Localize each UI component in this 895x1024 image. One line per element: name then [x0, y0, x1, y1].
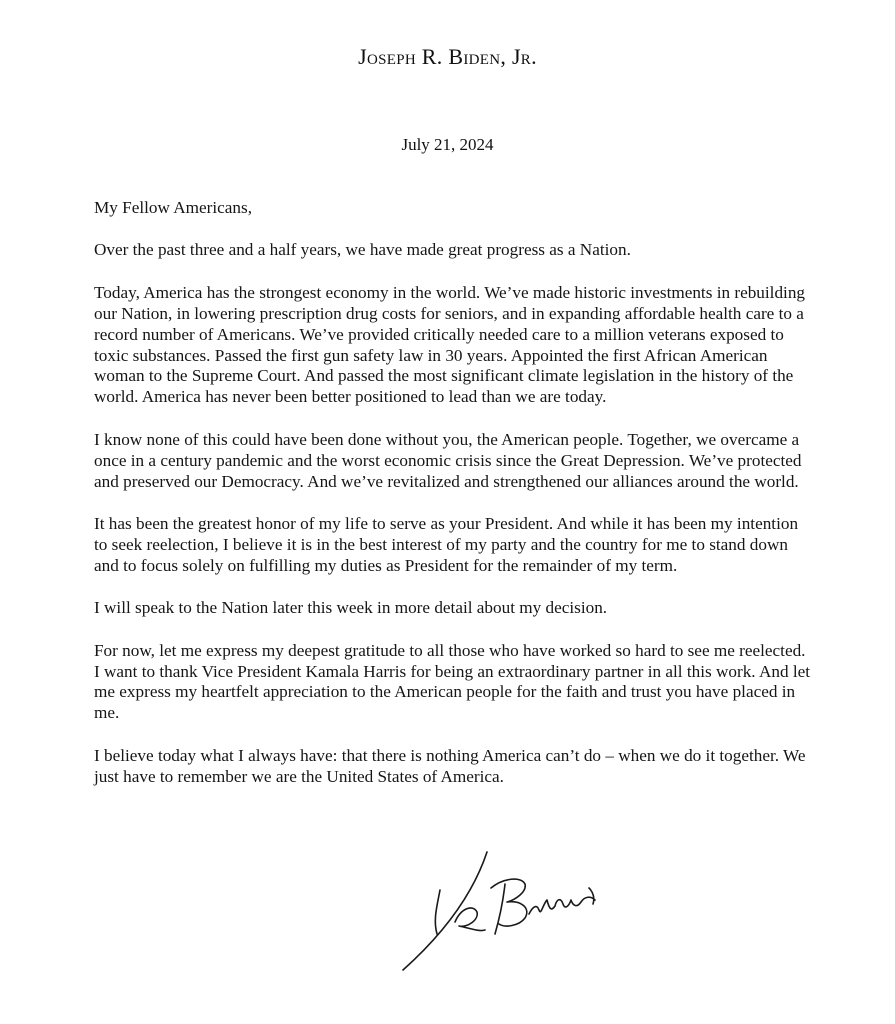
paragraph-5: I will speak to the Nation later this week in more detail about my decision. [94, 598, 608, 618]
salutation: My Fellow Americans, [94, 198, 253, 217]
paragraph-4: It has been the greatest honor of my life to serve as your President. And while it has been my intention to seek reelection, I believe it is in the best interest of my party and the country for me to stand down and to focus solely on fulfilling my duties as President for the remainder of my term. [94, 513, 799, 575]
paragraph-6: For now, let me express my deepest gratitude to all those who have worked so hard to see me reelected. I want to thank Vice President Kamala Harris for being an extraordinary partner in all this work. And let me express my heartfelt appreciation to the American people for the faith and trust you have placed in me. [94, 640, 811, 723]
letter-body [94, 198, 814, 809]
paragraph-3: I know none of this could have been done without you, the American people. Together, we overcame a once in a century pandemic and the worst economic crisis since the Great Depression. We’ve protected and preserved our Democracy. And we’ve revitalized and strengthened our alliances around the world. [94, 429, 802, 491]
handwritten-signature [395, 848, 645, 978]
letter-date: July 21, 2024 [401, 135, 494, 154]
letterhead: Joseph R. Biden, Jr. [358, 44, 537, 69]
paragraph-7: I believe today what I always have: that there is nothing America can’t do – when we do it together. We just have to remember we are the United States of America. [94, 745, 806, 786]
paragraph-2: Today, America has the strongest economy in the world. We’ve made historic investments in rebuilding our Nation, in lowering prescription drug costs for seniors, and in expanding affordable health care to a record number of Americans. We’ve provided critically needed care to a million veterans exposed to toxic substances. Passed the first gun safety law in 30 years. Appointed the first African American woman to the Supreme Court. And passed the most significant climate legislation in the history of the world. America has never been better positioned to lead than we are today. [94, 282, 806, 407]
paragraph-1: Over the past three and a half years, we have made great progress as a Nation. [94, 240, 631, 260]
